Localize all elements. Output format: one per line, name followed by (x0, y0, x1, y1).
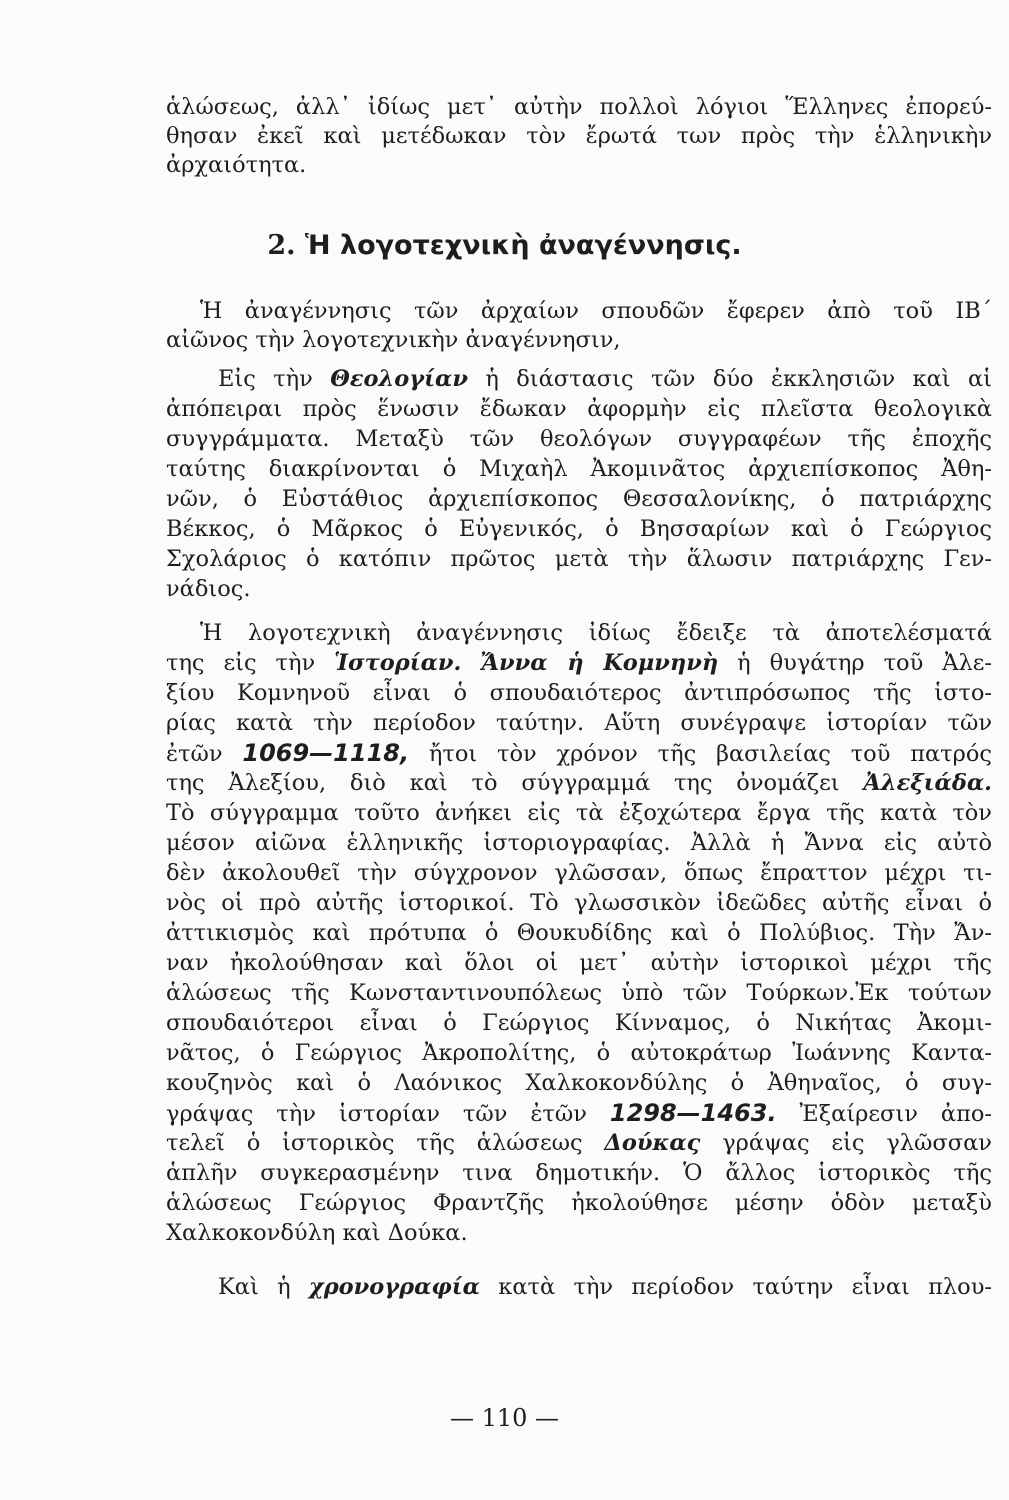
text-span: ξίου Κομνηνοῦ εἶναι ὁ σπουδαιότερος ἀντιπρόσωπος τῆς ἱστο- (166, 680, 992, 706)
text-line (166, 888, 992, 918)
text-span: ἁλώσεως τῆς Κωνσταντινουπόλεως ὑπὸ τῶν Τούρκων.Ἐκ τούτων (166, 980, 992, 1006)
text-span: μέσον αἰῶνα ἑλληνικῆς ἱστοριογραφίας. Ἀλλὰ ἡ Ἄννα εἰς αὐτὸ (166, 830, 992, 856)
text-line (218, 1272, 992, 1302)
text-span: γράψας τὴν ἱστορίαν τῶν ἐτῶν (166, 1101, 610, 1127)
emphasis-text: Ἀλεξιάδα. (863, 770, 992, 796)
text-line (166, 1068, 992, 1098)
text-span: συγγράμματα. Μεταξὺ τῶν θεολόγων συγγραφέων τῆς ἐποχῆς (166, 426, 992, 452)
text-line (166, 325, 992, 355)
text-span: Εἰς τὴν (218, 366, 331, 392)
text-span: ἡ διάστασις τῶν δύο ἐκκλησιῶν καὶ αἱ (467, 366, 992, 392)
text-line (166, 948, 992, 978)
text-span: Βέκκος, ὁ Μᾶρκος ὁ Εὐγενικός, ὁ Βησσαρίων καὶ ὁ Γεώργιος (166, 516, 992, 542)
text-line (166, 121, 992, 151)
emphasis-text: 1298—1463. (609, 1099, 777, 1127)
text-line (166, 1188, 992, 1218)
text-line (166, 768, 992, 798)
text-span: νᾶτος, ὁ Γεώργιος Ἀκροπολίτης, ὁ αὐτοκράτωρ Ἰωάννης Καντα- (166, 1040, 992, 1066)
text-span: ἤτοι τὸν χρόνον τῆς βασιλείας τοῦ πατρός (409, 741, 993, 767)
text-line (166, 514, 992, 544)
text-line (166, 394, 992, 424)
text-span: της εἰς τὴν (166, 650, 335, 676)
text-line (166, 708, 992, 738)
emphasis-text: Ἄννα ἡ Κομνηνὴ (480, 650, 719, 676)
text-span: νάδιος. (166, 576, 251, 602)
text-span: Σχολάριος ὁ κατόπιν πρῶτος μετὰ τὴν ἅλωσιν πατριάρχης Γεν- (166, 546, 992, 572)
text-span: ταύτης διακρίνονται ὁ Μιχαὴλ Ἀκομινᾶτος ἀρχιεπίσκοπος Ἀθη- (166, 456, 992, 482)
text-line (166, 1128, 992, 1158)
text-line (166, 858, 992, 888)
text-span: Ἡ ἀναγέννησις τῶν ἀρχαίων σπουδῶν ἔφερεν ἀπὸ τοῦ ΙΒ΄ (200, 298, 992, 324)
text-span: ρίας κατὰ τὴν περίοδον ταύτην. Αὕτη συνέγραψε ἱστορίαν τῶν (166, 710, 992, 736)
text-span: της Ἀλεξίου, διὸ καὶ τὸ σύγγραμμά της ὀνομάζει (166, 770, 864, 796)
emphasis-text: Δούκας (604, 1130, 701, 1156)
text-span: Τὸ σύγγραμμα τοῦτο ἀνήκει εἰς τὰ ἐξοχώτερα ἔργα τῆς κατὰ τὸν (166, 800, 992, 826)
text-span: τελεῖ ὁ ἱστορικὸς τῆς ἁλώσεως (166, 1130, 605, 1156)
text-line (166, 918, 992, 948)
text-span: κουζηνὸς καὶ ὁ Λαόνικος Χαλκοκονδύλης ὁ Ἀθηναῖος, ὁ συγ- (166, 1070, 992, 1096)
text-span: ἁλώσεως Γεώργιος Φραντζῆς ἠκολούθησε μέσην ὁδὸν μεταξὺ (166, 1190, 992, 1216)
text-line (200, 296, 992, 326)
text-line (166, 1098, 992, 1129)
text-line (166, 150, 992, 180)
text-line (166, 1158, 992, 1188)
text-span: ἀπόπειραι πρὸς ἕνωσιν ἔδωκαν ἀφορμὴν εἰς πλεῖστα θεολογικὰ (166, 396, 992, 422)
text-span: ναν ἠκολούθησαν καὶ ὅλοι οἱ μετ᾽ αὐτὴν ἱστορικοὶ μέχρι τῆς (166, 950, 992, 976)
text-span: θησαν ἐκεῖ καὶ μετέδωκαν τὸν ἔρωτά των πρὸς τὴν ἑλληνικὴν (166, 123, 992, 149)
text-line (166, 798, 992, 828)
text-line (166, 678, 992, 708)
text-line (166, 978, 992, 1008)
emphasis-text: Θεολογίαν (330, 366, 468, 392)
text-span: Ἐξαίρεσιν ἀπο- (776, 1101, 993, 1127)
text-span: νὸς οἱ πρὸ αὐτῆς ἱστορικοί. Τὸ γλωσσικὸν ἰδεῶδες αὐτῆς εἶναι ὁ (166, 890, 992, 916)
text-line (166, 544, 992, 574)
text-span: κατὰ τὴν περίοδον ταύτην εἶναι πλου- (479, 1274, 992, 1300)
text-line (166, 738, 992, 769)
emphasis-text: χρονογραφία (308, 1274, 480, 1300)
text-line (166, 484, 992, 514)
text-span: δὲν ἀκολουθεῖ τὴν σύγχρονον γλῶσσαν, ὅπως ἔπραττον μέχρι τι- (166, 860, 992, 886)
text-span: ἁπλῆν συγκερασμένην τινα δημοτικήν. Ὁ ἄλλος ἱστορικὸς τῆς (166, 1160, 992, 1186)
text-span: ἡ θυγάτηρ τοῦ Ἀλε- (718, 650, 992, 676)
section-number: 2. (267, 230, 296, 261)
text-span: Ἡ λογοτεχνικὴ ἀναγέννησις ἰδίως ἔδειξε τὰ ἀποτελέσματά (200, 620, 992, 646)
section-title: Ἡ λογοτεχνικὴ ἀναγέννησις. (304, 230, 742, 261)
text-span: νῶν, ὁ Εὐστάθιος ἀρχιεπίσκοπος Θεσσαλονίκης, ὁ πατριάρχης (166, 486, 992, 512)
text-span: αἰῶνος τὴν λογοτεχνικὴν ἀναγέννησιν, (166, 327, 621, 353)
emphasis-text: 1069—1118, (242, 739, 410, 767)
text-span (461, 650, 480, 676)
text-line (166, 1008, 992, 1038)
text-span: σπουδαιότεροι εἶναι ὁ Γεώργιος Κίνναμος, ὁ Νικήτας Ἀκομι- (166, 1010, 992, 1036)
text-span: ἀρχαιότητα. (166, 152, 307, 178)
text-line (166, 648, 992, 678)
text-line (166, 1218, 992, 1248)
text-line (166, 1038, 992, 1068)
text-span: Καὶ ἡ (218, 1274, 309, 1300)
text-line (200, 618, 992, 648)
text-line (166, 574, 992, 604)
text-span: ἀττικισμὸς καὶ πρότυπα ὁ Θουκυδίδης καὶ ὁ Πολύβιος. Τὴν Ἄν- (166, 920, 992, 946)
page-number: — 110 — (449, 1404, 560, 1432)
text-line (166, 424, 992, 454)
emphasis-text: Ἱστορίαν. (334, 650, 462, 676)
text-line (218, 364, 992, 394)
text-span: Χαλκοκονδύλη καὶ Δούκα. (166, 1220, 468, 1246)
text-span: ἐτῶν (166, 741, 243, 767)
text-line (166, 92, 992, 122)
text-span: ἁλώσεως, ἀλλ᾽ ἰδίως μετ᾽ αὐτὴν πολλοὶ λόγιοι Ἕλληνες ἐπορεύ- (166, 94, 992, 120)
text-line (166, 828, 992, 858)
text-span: γράψας εἰς γλῶσσαν (700, 1130, 992, 1156)
text-line (166, 454, 992, 484)
section-heading (0, 230, 1009, 261)
